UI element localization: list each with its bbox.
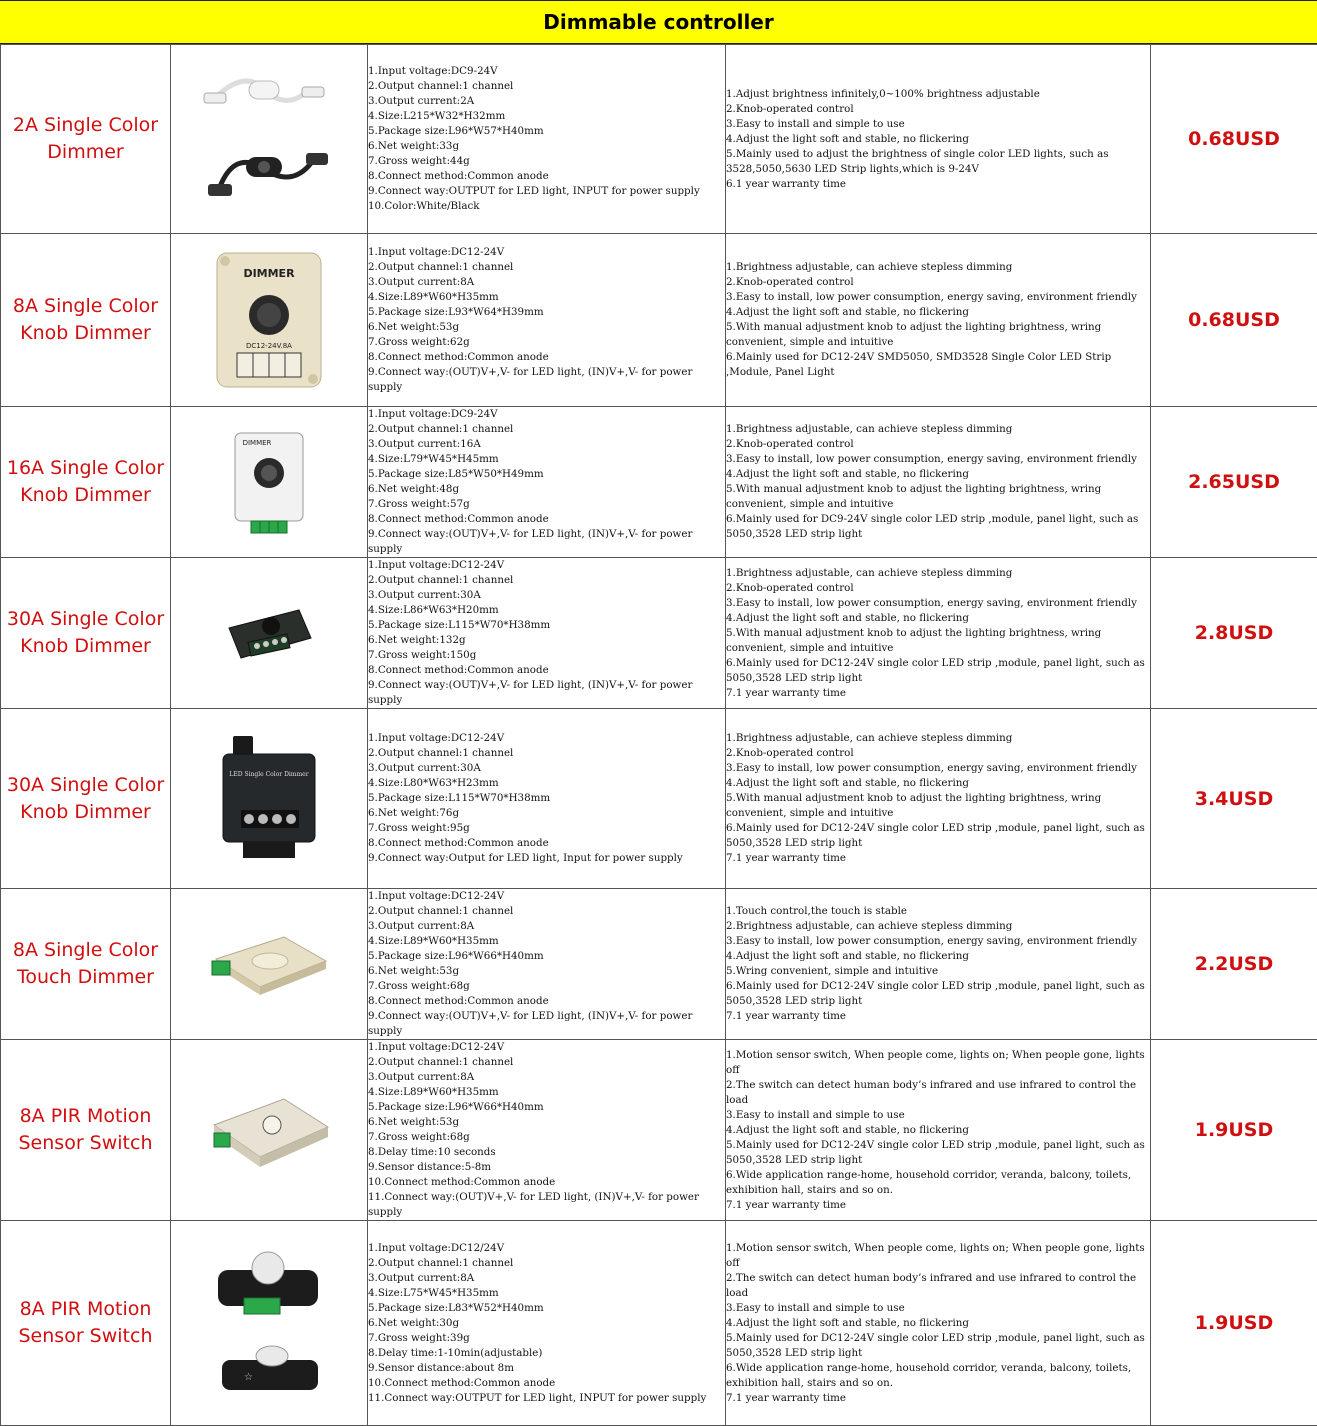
spec-line: 11.Connect way:OUTPUT for LED light, INPUT for power supply: [368, 1391, 725, 1406]
spec-line: 8.Delay time:1-10min(adjustable): [368, 1346, 725, 1361]
price: 0.68USD: [1151, 309, 1317, 331]
product-image-touch-dimmer: [171, 929, 367, 999]
feature-line: 4.Adjust the light soft and stable, no flickering: [726, 949, 1150, 964]
spec-line: 3.Output current:8A: [368, 919, 725, 934]
product-image-pir-switch: [171, 1085, 367, 1175]
spec-line: 8.Connect method:Common anode: [368, 350, 725, 365]
device-label-text: DIMMER: [243, 439, 272, 447]
feature-line: 7.1 year warranty time: [726, 686, 1150, 701]
feature-line: 3.Easy to install, low power consumption, energy saving, environment friendly: [726, 761, 1150, 776]
spec-line: 5.Package size:L83*W52*H40mm: [368, 1301, 725, 1316]
spec-line: 8.Connect method:Common anode: [368, 994, 725, 1009]
spec-line: 6.Net weight:30g: [368, 1316, 725, 1331]
spec-line: 4.Size:L80*W63*H23mm: [368, 776, 725, 791]
feature-line: 6.Wide application range-home, household corridor, veranda, balcony, toilets, exhibition hall, stairs and so on.: [726, 1361, 1150, 1391]
feature-line: 6.Mainly used for DC9-24V single color LED strip ,module, panel light, such as 5050,3528 LED strip light: [726, 512, 1150, 542]
spec-line: 3.Output current:8A: [368, 1271, 725, 1286]
feature-line: 1.Brightness adjustable, can achieve stepless dimming: [726, 731, 1150, 746]
feature-line: 7.1 year warranty time: [726, 1009, 1150, 1024]
table-row: [1, 889, 1317, 1040]
feature-line: 2.Knob-operated control: [726, 581, 1150, 596]
spec-line: 7.Gross weight:62g: [368, 335, 725, 350]
spec-line: 8.Connect method:Common anode: [368, 512, 725, 527]
product-name: 8A Single Color Touch Dimmer: [1, 937, 170, 991]
feature-line: 5.With manual adjustment knob to adjust the lighting brightness, wring convenient, simple and intuitive: [726, 320, 1150, 350]
spec-line: 2.Output channel:1 channel: [368, 260, 725, 275]
product-image-white-knob-dimmer: [171, 427, 367, 537]
product-image-beige-knob-dimmer: [171, 245, 367, 395]
spec-line: 1.Input voltage:DC12-24V: [368, 245, 725, 260]
product-image-black-knob-dimmer: [171, 598, 367, 668]
feature-line: 1.Brightness adjustable, can achieve stepless dimming: [726, 566, 1150, 581]
product-name: 8A PIR Motion Sensor Switch: [1, 1103, 170, 1157]
spec-line: 10.Color:White/Black: [368, 199, 725, 214]
spec-line: 3.Output current:8A: [368, 1070, 725, 1085]
page-title: Dimmable controller: [0, 0, 1317, 44]
spec-line: 4.Size:L79*W45*H45mm: [368, 452, 725, 467]
spec-line: 9.Connect way:(OUT)V+,V- for LED light, (IN)V+,V- for power supply: [368, 365, 725, 395]
product-name: 8A PIR Motion Sensor Switch: [1, 1296, 170, 1350]
spec-line: 6.Net weight:76g: [368, 806, 725, 821]
device-label-text: DIMMER: [243, 267, 295, 280]
spec-cell: [368, 1221, 726, 1426]
feature-line: 5.Mainly used to adjust the brightness of single color LED lights, such as 3528,5050,5630 LED Strip lights,which is 9-24V: [726, 147, 1150, 177]
product-image-black-box-dimmer: [171, 734, 367, 864]
price: 1.9USD: [1151, 1119, 1317, 1141]
product-name: 30A Single Color Knob Dimmer: [1, 772, 170, 826]
spec-line: 7.Gross weight:68g: [368, 1130, 725, 1145]
price: 2.65USD: [1151, 471, 1317, 493]
table-row: [1, 558, 1317, 709]
feature-line: 1.Motion sensor switch, When people come, lights on; When people gone, lights off: [726, 1241, 1150, 1271]
spec-line: 3.Output current:30A: [368, 761, 725, 776]
device-label-text: LED Single Color Dimmer: [229, 771, 308, 778]
table-row: [1, 1040, 1317, 1221]
feature-line: 7.1 year warranty time: [726, 1198, 1150, 1213]
spec-line: 10.Connect method:Common anode: [368, 1376, 725, 1391]
spec-cell: [368, 558, 726, 709]
spec-cell: [368, 889, 726, 1040]
product-name: 8A Single Color Knob Dimmer: [1, 293, 170, 347]
feature-line: 3.Easy to install, low power consumption, energy saving, environment friendly: [726, 452, 1150, 467]
spec-line: 1.Input voltage:DC9-24V: [368, 407, 725, 422]
spec-line: 7.Gross weight:68g: [368, 979, 725, 994]
spec-cell: [368, 234, 726, 407]
spec-line: 3.Output current:8A: [368, 275, 725, 290]
feature-line: 4.Adjust the light soft and stable, no flickering: [726, 1123, 1150, 1138]
spec-line: 1.Input voltage:DC12-24V: [368, 1040, 725, 1055]
spec-line: 6.Net weight:33g: [368, 139, 725, 154]
spec-line: 1.Input voltage:DC12-24V: [368, 731, 725, 746]
table-row: [1, 709, 1317, 889]
spec-line: 7.Gross weight:95g: [368, 821, 725, 836]
spec-line: 5.Package size:L93*W64*H39mm: [368, 305, 725, 320]
feature-line: 1.Brightness adjustable, can achieve stepless dimming: [726, 422, 1150, 437]
feature-cell: [726, 45, 1151, 234]
device-rating-text: DC12-24V.8A: [246, 342, 292, 350]
spec-line: 9.Connect way:Output for LED light, Input for power supply: [368, 851, 725, 866]
feature-line: 1.Brightness adjustable, can achieve stepless dimming: [726, 260, 1150, 275]
spec-line: 1.Input voltage:DC9-24V: [368, 64, 725, 79]
spec-line: 2.Output channel:1 channel: [368, 79, 725, 94]
spec-line: 11.Connect way:(OUT)V+,V- for LED light, (IN)V+,V- for power supply: [368, 1190, 725, 1220]
feature-line: 4.Adjust the light soft and stable, no flickering: [726, 1316, 1150, 1331]
feature-line: 2.The switch can detect human body’s infrared and use infrared to control the load: [726, 1271, 1150, 1301]
feature-line: 5.With manual adjustment knob to adjust the lighting brightness, wring convenient, simple and intuitive: [726, 626, 1150, 656]
feature-line: 6.Mainly used for DC12-24V single color LED strip ,module, panel light, such as 5050,3528 LED strip light: [726, 656, 1150, 686]
spec-line: 2.Output channel:1 channel: [368, 904, 725, 919]
spec-line: 5.Package size:L96*W66*H40mm: [368, 1100, 725, 1115]
spec-line: 4.Size:L89*W60*H35mm: [368, 290, 725, 305]
feature-line: 2.Knob-operated control: [726, 275, 1150, 290]
feature-line: 5.Wring convenient, simple and intuitive: [726, 964, 1150, 979]
feature-line: 6.Mainly used for DC12-24V SMD5050, SMD3528 Single Color LED Strip ,Module, Panel Light: [726, 350, 1150, 380]
table-row: [1, 234, 1317, 407]
feature-line: 3.Easy to install, low power consumption, energy saving, environment friendly: [726, 596, 1150, 611]
feature-line: 2.Brightness adjustable, can achieve stepless dimming: [726, 919, 1150, 934]
spec-line: 4.Size:L89*W60*H35mm: [368, 934, 725, 949]
spec-line: 5.Package size:L85*W50*H49mm: [368, 467, 725, 482]
spec-line: 5.Package size:L96*W66*H40mm: [368, 949, 725, 964]
feature-line: 4.Adjust the light soft and stable, no flickering: [726, 611, 1150, 626]
spec-line: 2.Output channel:1 channel: [368, 746, 725, 761]
product-name: 16A Single Color Knob Dimmer: [1, 455, 170, 509]
spec-line: 8.Connect method:Common anode: [368, 169, 725, 184]
spec-line: 8.Connect method:Common anode: [368, 663, 725, 678]
spec-line: 6.Net weight:53g: [368, 320, 725, 335]
table-row: [1, 1221, 1317, 1426]
spec-line: 2.Output channel:1 channel: [368, 1055, 725, 1070]
feature-line: 3.Easy to install and simple to use: [726, 117, 1150, 132]
spec-line: 5.Package size:L96*W57*H40mm: [368, 124, 725, 139]
feature-line: 2.The switch can detect human body’s infrared and use infrared to control the load: [726, 1078, 1150, 1108]
feature-line: 3.Easy to install and simple to use: [726, 1108, 1150, 1123]
feature-cell: [726, 558, 1151, 709]
spec-line: 9.Connect way:(OUT)V+,V- for LED light, (IN)V+,V- for power supply: [368, 678, 725, 708]
feature-line: 3.Easy to install, low power consumption, energy saving, environment friendly: [726, 934, 1150, 949]
spec-line: 7.Gross weight:44g: [368, 154, 725, 169]
product-image-inline-dimmer: [171, 59, 367, 219]
spec-line: 3.Output current:16A: [368, 437, 725, 452]
spec-line: 5.Package size:L115*W70*H38mm: [368, 618, 725, 633]
price: 1.9USD: [1151, 1312, 1317, 1334]
feature-cell: [726, 234, 1151, 407]
spec-line: 6.Net weight:48g: [368, 482, 725, 497]
spec-cell: [368, 45, 726, 234]
spec-line: 5.Package size:L115*W70*H38mm: [368, 791, 725, 806]
feature-line: 4.Adjust the light soft and stable, no flickering: [726, 776, 1150, 791]
feature-line: 7.1 year warranty time: [726, 1391, 1150, 1406]
spec-line: 6.Net weight:53g: [368, 1115, 725, 1130]
product-name: 30A Single Color Knob Dimmer: [1, 606, 170, 660]
spec-line: 6.Net weight:132g: [368, 633, 725, 648]
spec-line: 9.Sensor distance:5-8m: [368, 1160, 725, 1175]
feature-line: 1.Motion sensor switch, When people come, lights on; When people gone, lights off: [726, 1048, 1150, 1078]
feature-cell: [726, 889, 1151, 1040]
feature-cell: [726, 1221, 1151, 1426]
feature-line: 2.Knob-operated control: [726, 437, 1150, 452]
price: 2.2USD: [1151, 953, 1317, 975]
spec-line: 9.Connect way:OUTPUT for LED light, INPUT for power supply: [368, 184, 725, 199]
spec-line: 9.Connect way:(OUT)V+,V- for LED light, (IN)V+,V- for power supply: [368, 527, 725, 557]
spec-line: 1.Input voltage:DC12/24V: [368, 1241, 725, 1256]
spec-line: 8.Connect method:Common anode: [368, 836, 725, 851]
spec-line: 9.Sensor distance:about 8m: [368, 1361, 725, 1376]
spec-cell: [368, 1040, 726, 1221]
feature-line: 2.Knob-operated control: [726, 746, 1150, 761]
feature-line: 6.Mainly used for DC12-24V single color LED strip ,module, panel light, such as 5050,3528 LED strip light: [726, 821, 1150, 851]
spec-line: 3.Output current:30A: [368, 588, 725, 603]
feature-line: 4.Adjust the light soft and stable, no flickering: [726, 132, 1150, 147]
spec-line: 4.Size:L89*W60*H35mm: [368, 1085, 725, 1100]
feature-line: 4.Adjust the light soft and stable, no flickering: [726, 305, 1150, 320]
feature-line: 5.With manual adjustment knob to adjust the lighting brightness, wring convenient, simple and intuitive: [726, 482, 1150, 512]
spec-line: 3.Output current:2A: [368, 94, 725, 109]
spec-line: 4.Size:L215*W32*H32mm: [368, 109, 725, 124]
feature-line: 2.Knob-operated control: [726, 102, 1150, 117]
product-image-black-pir-switch: [171, 1248, 367, 1398]
table-row: [1, 407, 1317, 558]
feature-line: 1.Touch control,the touch is stable: [726, 904, 1150, 919]
product-table: [0, 44, 1317, 1426]
spec-line: 7.Gross weight:150g: [368, 648, 725, 663]
spec-line: 10.Connect method:Common anode: [368, 1175, 725, 1190]
price: 3.4USD: [1151, 788, 1317, 810]
feature-line: 3.Easy to install and simple to use: [726, 1301, 1150, 1316]
feature-line: 6.Wide application range-home, household corridor, veranda, balcony, toilets, exhibition hall, stairs and so on.: [726, 1168, 1150, 1198]
price: 0.68USD: [1151, 128, 1317, 150]
feature-line: 5.Mainly used for DC12-24V single color LED strip ,module, panel light, such as 5050,3528 LED strip light: [726, 1331, 1150, 1361]
spec-line: 6.Net weight:53g: [368, 964, 725, 979]
spec-line: 2.Output channel:1 channel: [368, 573, 725, 588]
spec-line: 1.Input voltage:DC12-24V: [368, 558, 725, 573]
feature-line: 7.1 year warranty time: [726, 851, 1150, 866]
feature-line: 6.Mainly used for DC12-24V single color LED strip ,module, panel light, such as 5050,3528 LED strip light: [726, 979, 1150, 1009]
spec-line: 4.Size:L86*W63*H20mm: [368, 603, 725, 618]
spec-line: 7.Gross weight:39g: [368, 1331, 725, 1346]
spec-line: 9.Connect way:(OUT)V+,V- for LED light, (IN)V+,V- for power supply: [368, 1009, 725, 1039]
feature-cell: [726, 407, 1151, 558]
feature-line: 4.Adjust the light soft and stable, no flickering: [726, 467, 1150, 482]
feature-line: 5.With manual adjustment knob to adjust the lighting brightness, wring convenient, simple and intuitive: [726, 791, 1150, 821]
feature-line: 5.Mainly used for DC12-24V single color LED strip ,module, panel light, such as 5050,3528 LED strip light: [726, 1138, 1150, 1168]
spec-cell: [368, 407, 726, 558]
spec-line: 4.Size:L75*W45*H35mm: [368, 1286, 725, 1301]
feature-line: 3.Easy to install, low power consumption, energy saving, environment friendly: [726, 290, 1150, 305]
svg-text:☆: ☆: [244, 1372, 253, 1383]
spec-line: 7.Gross weight:57g: [368, 497, 725, 512]
feature-line: 6.1 year warranty time: [726, 177, 1150, 192]
price: 2.8USD: [1151, 622, 1317, 644]
spec-line: 2.Output channel:1 channel: [368, 422, 725, 437]
spec-line: 8.Delay time:10 seconds: [368, 1145, 725, 1160]
spec-line: 1.Input voltage:DC12-24V: [368, 889, 725, 904]
table-row: [1, 45, 1317, 234]
spec-cell: [368, 709, 726, 889]
feature-cell: [726, 1040, 1151, 1221]
feature-cell: [726, 709, 1151, 889]
spec-line: 2.Output channel:1 channel: [368, 1256, 725, 1271]
product-name: 2A Single Color Dimmer: [1, 112, 170, 166]
feature-line: 1.Adjust brightness infinitely,0~100% brightness adjustable: [726, 87, 1150, 102]
